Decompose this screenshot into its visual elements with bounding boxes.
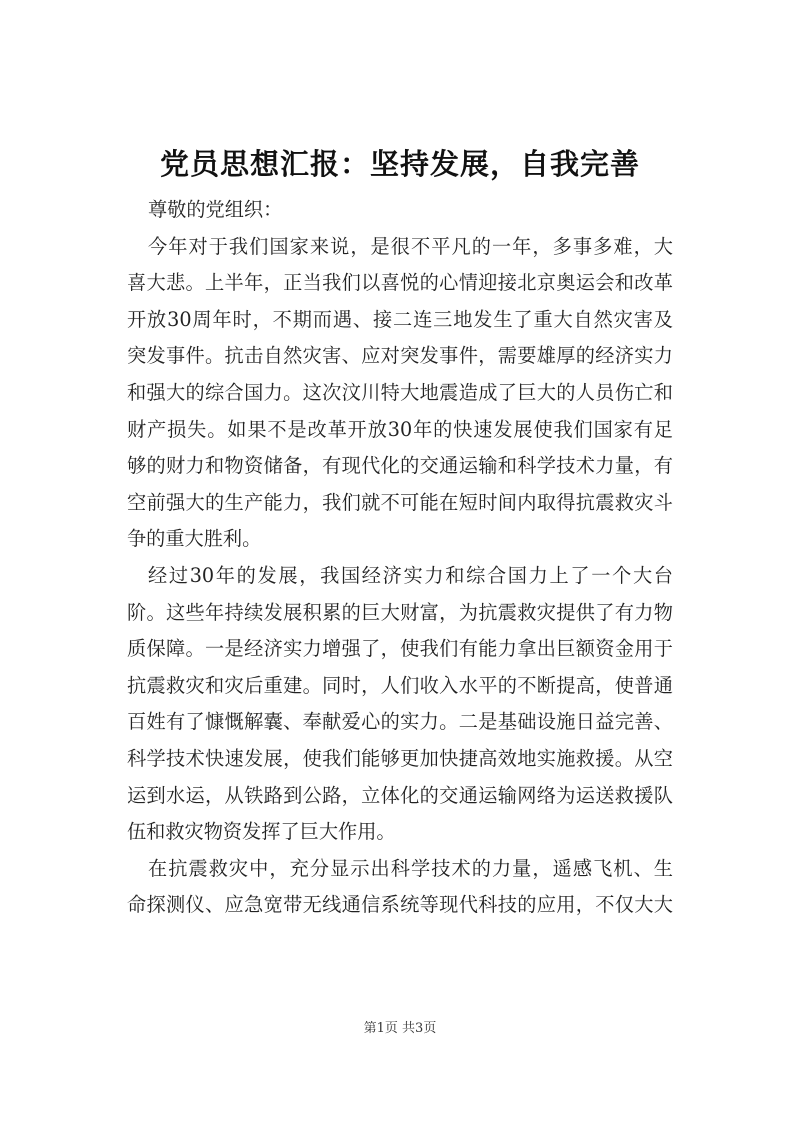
document-body (127, 192, 673, 924)
text-line: 突发事件。抗击自然灾害、应对突发事件，需要雄厚的经济实力 (127, 344, 673, 368)
text-line: 今年对于我们国家来说，是很不平凡的一年，多事多难，大 (148, 234, 673, 258)
text-line: 质保障。一是经济实力增强了，使我们有能力拿出巨额资金用于 (127, 637, 673, 661)
text-line: 抗震救灾和灾后重建。同时，人们收入水平的不断提高，使普通 (127, 673, 673, 697)
document-title: 党员思想汇报：坚持发展，自我完善 (159, 147, 640, 181)
text-line: 够的财力和物资储备，有现代化的交通运输和科学技术力量，有 (127, 454, 673, 478)
text-line: 喜大悲。上半年，正当我们以喜悦的心情迎接北京奥运会和改革 (127, 271, 673, 295)
text-line: 科学技术快速发展，使我们能够更加快捷高效地实施救援。从空 (127, 746, 673, 770)
page-footer: 第1页 共3页 (363, 1021, 437, 1036)
text-line: 财产损失。如果不是改革开放30年的快速发展使我们国家有足 (127, 417, 673, 441)
salutation: 尊敬的党组织： (148, 198, 283, 221)
text-line: 运到水运，从铁路到公路，立体化的交通运输网络为运送救援队 (127, 783, 673, 807)
text-line: 空前强大的生产能力，我们就不可能在短时间内取得抗震救灾斗 (127, 490, 673, 514)
text-line: 百姓有了慷慨解囊、奉献爱心的实力。二是基础设施日益完善、 (127, 710, 673, 734)
text-line: 伍和救灾物资发挥了巨大作用。 (127, 820, 396, 844)
text-line: 阶。这些年持续发展积累的巨大财富，为抗震救灾提供了有力物 (127, 600, 673, 624)
text-line: 命探测仪、应急宽带无线通信系统等现代科技的应用，不仅大大 (127, 893, 673, 917)
text-line: 经过30年的发展，我国经济实力和综合国力上了一个大台 (148, 563, 673, 587)
text-line: 开放30周年时，不期而遇、接二连三地发生了重大自然灾害及 (127, 307, 673, 331)
text-line: 在抗震救灾中，充分显示出科学技术的力量，遥感飞机、生 (148, 856, 673, 880)
text-line: 和强大的综合国力。这次汶川特大地震造成了巨大的人员伤亡和 (127, 380, 673, 404)
text-line: 争的重大胜利。 (127, 527, 262, 551)
paragraph (127, 558, 673, 851)
paragraph (127, 229, 673, 558)
paragraph (127, 851, 673, 924)
